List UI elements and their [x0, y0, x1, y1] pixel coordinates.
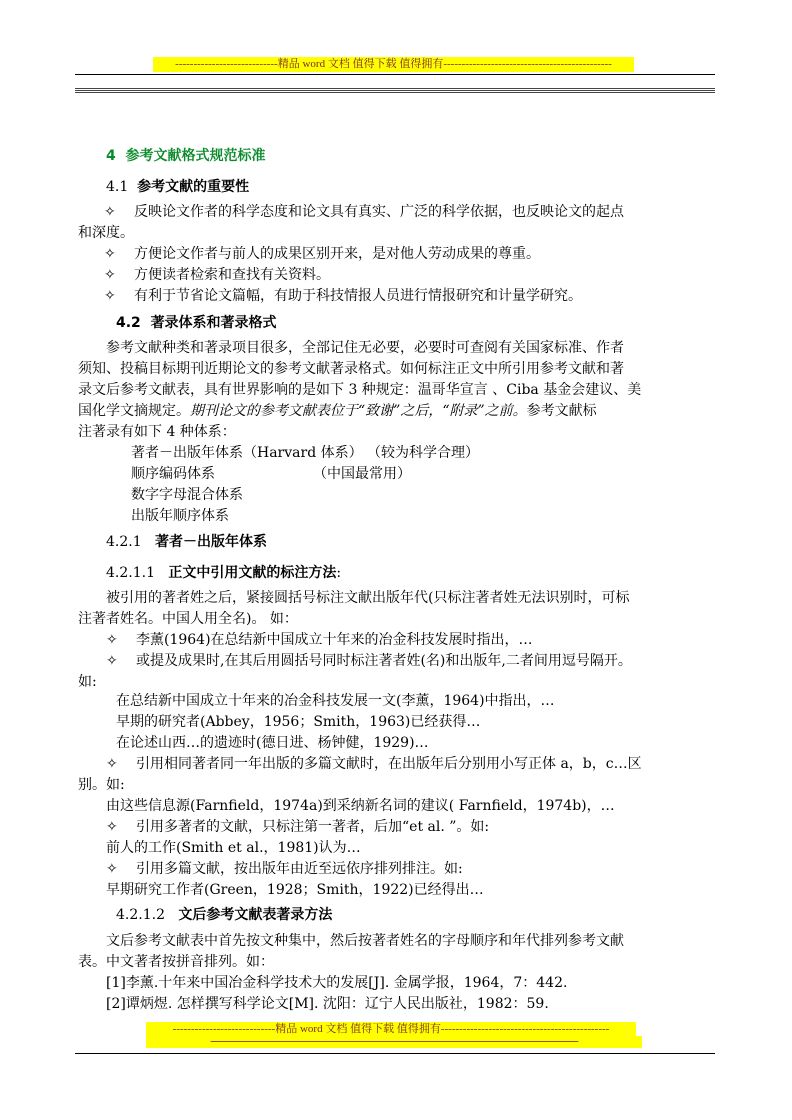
header-rule — [75, 74, 715, 75]
example-line: 早期的研究者(Abbey，1956；Smith，1963)已经获得… — [116, 714, 481, 730]
section-title: 文后参考文献表著录方法 — [178, 907, 333, 923]
bullet-icon: ✧ — [104, 204, 116, 220]
citation-rule — [106, 650, 632, 672]
text-run: : — [336, 565, 342, 581]
bullet-icon: ✧ — [104, 267, 116, 283]
paragraph-line: 参考文献种类和著录项目很多，全部记住无必要，必要时可查阅有关国家标准、作者 — [106, 340, 624, 356]
section-number: 4.1 — [106, 179, 129, 195]
text-run: 顺序编码体系 — [131, 466, 215, 482]
paragraph-line: 文后参考文献表中首先按文种集中，然后按著者姓名的字母顺序和年代排列参考文献 — [106, 933, 624, 949]
paragraph-line: 别。如: — [78, 777, 125, 793]
paragraph-line: 如: — [78, 674, 97, 690]
system-item: 出版年顺序体系 — [131, 508, 229, 524]
bullet-1 — [104, 201, 624, 223]
bullet-4 — [104, 285, 582, 307]
italic-text: 期刊论文的参考文献表位于“致谢”之后，“附录”之前。 — [190, 403, 527, 419]
footer-rule — [75, 1053, 715, 1054]
bullet-text: 反映论文作者的科学态度和论文具有真实、广泛的科学依据，也反映论文的起点 — [134, 204, 624, 220]
reference-entry: [1]李薰.十年来中国冶金科学技术大的发展[J]. 金属学报，1964，7：442. — [106, 975, 568, 991]
example-line: 在论述山西…的遗迹时(德日进、杨钟健，1929)… — [116, 735, 429, 751]
section-4-2-heading — [116, 312, 277, 334]
paragraph-line: 须知、投稿目标期刊近期论文的参考文献著录格式。如何标注正文中所引用参考文献和著 — [78, 361, 624, 377]
section-title: 参考文献的重要性 — [137, 179, 250, 195]
header-banner: ----------------------------精品 word 文档 值得下载 值得拥有---------------------------------------------- — [153, 57, 634, 72]
bullet-text: 引用多篇文献，按出版年由近至远依序排列排注。如: — [136, 861, 463, 877]
example-line: 前人的工作(Smith et al.，1981)认为… — [106, 840, 361, 856]
paragraph-line: 注著录有如下 4 种体系： — [78, 424, 236, 440]
paragraph-line: 表。中文著者按拼音排列。如： — [78, 954, 274, 970]
example-line: 早期研究工作者(Green，1928；Smith，1922)已经得出… — [106, 882, 484, 898]
header-hatch-divider — [75, 88, 715, 94]
text-run: 参考文献标 — [526, 403, 597, 419]
system-item: 数字字母混合体系 — [131, 487, 243, 503]
section-number: 4 — [106, 148, 116, 164]
section-4-2-1-heading — [106, 531, 267, 553]
section-title: 著录体系和著录格式 — [150, 315, 277, 331]
bullet-icon: ✧ — [106, 653, 118, 669]
section-4-2-1-2-heading — [116, 904, 332, 926]
bullet-text: 引用多著者的文献，只标注第一著者，后加“et al. ”。如: — [136, 819, 490, 835]
bullet-2 — [104, 243, 540, 265]
citation-rule — [106, 629, 533, 651]
citation-rule — [106, 858, 463, 880]
example-line: 由这些信息源(Farnfield，1974a)到采纳新名词的建议( Farnfield，1974b)，… — [106, 798, 615, 814]
paragraph-line: 被引用的著者姓之后，紧接圆括号标注文献出版年代(只标注著者姓无法识别时，可标 — [106, 590, 630, 606]
section-4-heading — [106, 145, 266, 167]
system-item — [131, 463, 411, 485]
section-4-1-heading — [106, 176, 249, 198]
footer-banner: ----------------------------精品 word 文档 值得下载 值得拥有---------------------------------------------- — [146, 1022, 636, 1036]
section-4-2-1-1-heading — [106, 562, 341, 584]
bullet-text: 或提及成果时,在其后用圆括号同时标注著者姓(名)和出版年,二者间用逗号隔开。 — [136, 653, 632, 669]
paragraph-line: 注著者姓名。中国人用全名)。 如： — [78, 611, 298, 627]
bullet-icon: ✧ — [104, 246, 116, 262]
section-number: 4.2.1.1 — [106, 565, 155, 581]
bullet-text: 有利于节省论文篇幅，有助于科技情报人员进行情报研究和计量学研究。 — [134, 288, 582, 304]
paragraph-line — [78, 400, 597, 422]
bullet-text: 引用相同著者同一年出版的多篇文献时，在出版年后分别用小写正体 a，b，c…区 — [136, 756, 642, 772]
bullet-3 — [104, 264, 330, 286]
bullet-icon: ✧ — [106, 632, 118, 648]
paragraph-line: 录文后参考文献表，具有世界影响的是如下 3 种规定：温哥华宣言 、Ciba 基金会建议、美 — [78, 382, 642, 398]
bullet-icon: ✧ — [106, 819, 118, 835]
section-number: 4.2 — [116, 315, 141, 331]
reference-entry: [2]谭炳煜. 怎样撰写科学论文[M]. 沈阳：辽宁人民出版社，1982：59. — [106, 996, 549, 1012]
citation-rule — [106, 816, 489, 838]
example-line: 在总结新中国成立十年来的冶金科技发展一文(李薰，1964)中指出，… — [116, 693, 555, 709]
section-title: 参考文献格式规范标准 — [125, 148, 266, 164]
section-number: 4.2.1 — [106, 534, 142, 550]
system-item: 著者－出版年体系（Harvard 体系） （较为科学合理） — [131, 445, 480, 461]
section-number: 4.2.1.2 — [116, 907, 165, 923]
bullet-text: 方便论文作者与前人的成果区别开来，是对他人劳动成果的尊重。 — [134, 246, 540, 262]
footer-banner-dashes: ------------------------------------------------------------------------------------------------------------------------------------------ — [146, 1036, 642, 1048]
bullet-icon: ✧ — [104, 288, 116, 304]
bullet-icon: ✧ — [106, 861, 118, 877]
bullet-icon: ✧ — [106, 756, 118, 772]
text-run: （中国最常用） — [313, 466, 411, 482]
bullet-text: 方便读者检索和查找有关资料。 — [134, 267, 330, 283]
bullet-1-cont: 和深度。 — [78, 225, 134, 241]
bullet-text: 李薰(1964)在总结新中国成立十年来的冶金科技发展时指出，… — [136, 632, 533, 648]
text-run: 国化学文摘规定。 — [78, 403, 190, 419]
citation-rule — [106, 753, 642, 775]
section-title: 著者－出版年体系 — [154, 534, 267, 550]
section-title: 正文中引用文献的标注方法 — [168, 565, 337, 581]
